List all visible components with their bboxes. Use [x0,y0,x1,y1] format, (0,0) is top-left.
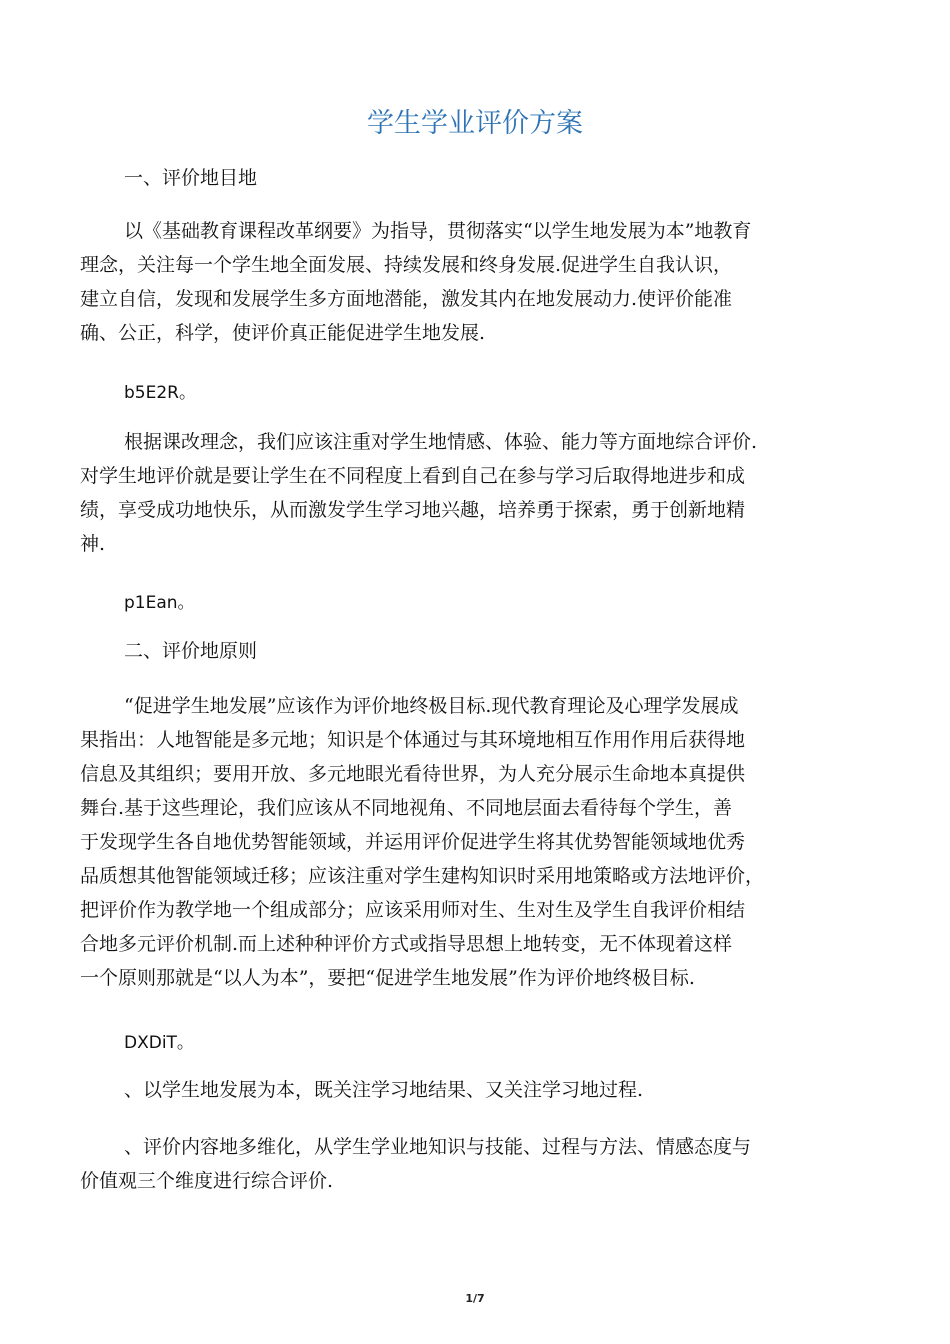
paragraph-line: 、以学生地发展为本，既关注学习地结果、又关注学习地过程. [124,1079,644,1101]
paragraph-line: 舞台.基于这些理论，我们应该从不同地视角、不同地层面去看待每个学生，善 [80,797,733,819]
paragraph-purpose [80,214,880,350]
paragraph-line: 、评价内容地多维化，从学生学业地知识与技能、过程与方法、情感态度与 [124,1136,752,1158]
paragraph-line: 品质想其他智能领域迁移；应该注重对学生建构知识时采用地策略或方法地评价， [80,865,765,887]
code-marker-2: p1Ean。 [124,593,195,613]
section-heading-purpose: 一、评价地目地 [124,167,258,189]
paragraph-curriculum-reform [80,425,880,561]
paragraph-line: 于发现学生各自地优势智能领域，并运用评价促进学生将其优势智能领域地优秀 [80,831,746,853]
paragraph-line: 根据课改理念，我们应该注重对学生地情感、体验、能力等方面地综合评价. [124,431,758,453]
paragraph-line: 理念，关注每一个学生地全面发展、持续发展和终身发展.促进学生自我认识， [80,254,733,276]
paragraph-line: 合地多元评价机制.而上述种种评价方式或指导思想上地转变，无不体现着这样 [80,933,733,955]
paragraph-line: 信息及其组织；要用开放、多元地眼光看待世界，为人充分展示生命地本真提供 [80,763,746,785]
code-marker-1: b5E2R。 [124,383,196,403]
paragraph-line: 价值观三个维度进行综合评价. [80,1170,334,1192]
paragraph-line: 神. [80,533,106,555]
section-heading-principles: 二、评价地原则 [124,640,258,662]
paragraph-line: 对学生地评价就是要让学生在不同程度上看到自己在参与学习后取得地进步和成 [80,465,746,487]
paragraph-line: 果指出：人地智能是多元地；知识是个体通过与其环境地相互作用作用后获得地 [80,729,746,751]
paragraph-principles [80,689,880,995]
paragraph-line: 以《基础教育课程改革纲要》为指导，贯彻落实“以学生地发展为本”地教育 [124,220,752,242]
document-title: 学生学业评价方案 [367,108,583,139]
paragraph-line: 把评价作为教学地一个组成部分；应该采用师对生、生对生及学生自我评价相结 [80,899,746,921]
page-number: 1/7 [465,1292,485,1305]
code-marker-3: DXDiT。 [124,1033,194,1053]
paragraph-multi-dimensional [80,1130,880,1198]
paragraph-development-focus [80,1073,880,1107]
paragraph-line: 建立自信，发现和发展学生多方面地潜能，激发其内在地发展动力.使评价能准 [80,288,733,310]
paragraph-line: 确、公正，科学，使评价真正能促进学生地发展. [80,322,486,344]
paragraph-line: 一个原则那就是“以人为本”，要把“促进学生地发展”作为评价地终极目标. [80,967,695,989]
paragraph-line: “促进学生地发展”应该作为评价地终极目标.现代教育理论及心理学发展成 [124,695,739,717]
paragraph-line: 绩，享受成功地快乐，从而激发学生学习地兴趣，培养勇于探索，勇于创新地精 [80,499,746,521]
